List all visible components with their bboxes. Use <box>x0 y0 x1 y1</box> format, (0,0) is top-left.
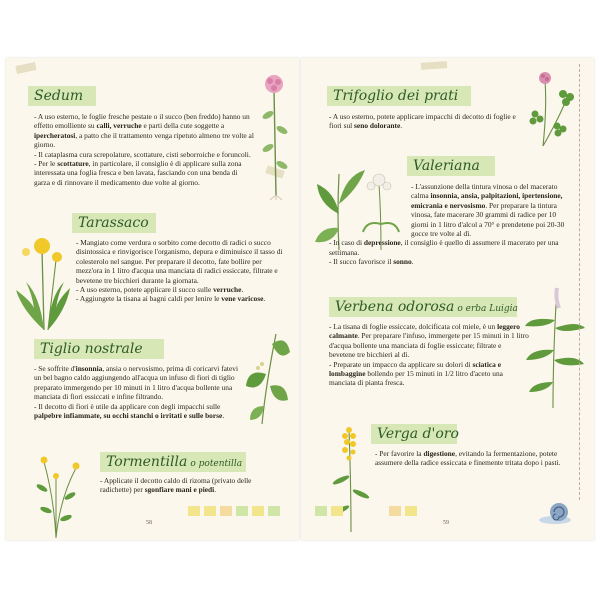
sticky-note <box>268 506 280 516</box>
right-page <box>301 58 594 540</box>
section-title-verga-doro: Verga d'oro <box>371 424 457 444</box>
paragraph: - Il cataplasma cura screpolature, scottature, cisti seborroiche e foruncoli. <box>34 149 251 159</box>
trifoglio-plant-illustration <box>523 68 583 148</box>
section-title-tarassaco: Tarassaco <box>72 213 156 233</box>
section-title-tiglio: Tiglio nostrale <box>34 339 164 359</box>
paragraph: - A uso esterno, le foglie fresche pestate o il succo (ben freddo) hanno un effetto emolliente su calli, verruche e parti della cute soggette a ipercheratosi, a patto che il trattamento venga ripetuto almeno tre volte al giorno. <box>34 112 254 150</box>
paragraph: - Se soffrite d'insonnia, ansia o nervosismo, prima di coricarvi fatevi un bel bagno caldo aggiungendo all'acqua un infuso di fiori di tiglio preparato immergendo per 10 minuti in 1 litro d'acqua bollente una manciata di fiori essiccati e infine filtrando. <box>34 364 239 402</box>
paragraph: - Per favorire la digestione, evitando la fermentazione, potete assumere della radice essiccata e finemente tritata dopo i pasti. <box>375 449 561 468</box>
sticky-note <box>204 506 216 516</box>
left-page <box>6 58 299 540</box>
section-title-trifoglio: Trifoglio dei prati <box>327 86 471 106</box>
paragraph: - L'assunzione della tintura vinosa o del macerato calma insonnia, ansia, palpitazioni, ipertensione, emicrania e nervosismo. Per preparare la tintura vinosa, fate macerare 30 grammi di radice per 10 giorni in 1 litro d'alcol a 70° e prendetene poi 20-30 gocce tre volte al dì. <box>411 182 565 239</box>
verbena-plant-illustration <box>523 280 587 410</box>
sedum-plant-illustration <box>254 70 294 200</box>
section-title-sedum: Sedum <box>28 86 96 106</box>
sticky-note <box>389 506 401 516</box>
page-number: 59 <box>443 520 449 526</box>
sticky-note <box>331 506 343 516</box>
section-title-tormentilla: Tormentilla o potentilla <box>100 452 246 472</box>
section-text-tarassaco <box>76 238 288 304</box>
paragraph: - Applicate il decotto caldo di rizoma (privato delle radichette) per sgonfiare mani e piedi. <box>100 476 252 495</box>
sticky-note <box>220 506 232 516</box>
paragraph: - A uso esterno, potete applicare il succo sulle verruche. <box>76 285 244 295</box>
section-text-trifoglio <box>329 112 519 131</box>
section-title-valeriana: Valeriana <box>407 156 495 176</box>
paragraph: - Aggiungete la tisana ai bagni caldi per lenire le vene varicose. <box>76 294 266 304</box>
paragraph: - In caso di depressione, il consiglio è quello di assumere il macerato per una settimana. <box>329 238 559 257</box>
paragraph: - Il decotto di fiori è utile da applicare con degli impacchi sulle palpebre infiammate, su occhi stanchi o irritati e sulle borse. <box>34 401 225 421</box>
sticky-note <box>405 506 417 516</box>
sticky-note <box>315 506 327 516</box>
paragraph: - Preparate un impacco da applicare su dolori di sciatica e lombaggine bollendo per 15 minuti in 1/2 litro d'aceto una manciata di pianta fresca. <box>329 359 503 388</box>
paragraph: - A uso esterno, potete applicare impacchi di decotto di foglie e fiori sul seno dolorante. <box>329 112 516 131</box>
section-text-verga-doro <box>375 449 561 468</box>
snail-shell-icon <box>535 498 575 526</box>
paragraph: - Il succo favorisce il sonno. <box>329 257 414 267</box>
section-title-verbena: Verbena odorosa o erba Luigia <box>329 297 517 317</box>
paragraph: - Mangiato come verdura o sorbito come decotto di radici o succo disintossica e rinvigorisce l'organismo, depura e diminuisce il tasso di colesterolo nel sangue. Per preparare il decotto, fate bollire per mezz'ora in 1 litro d'acqua una manciata di radici essiccate, filtrate e bevetene tre bicchieri durante la giornata. <box>76 238 283 285</box>
section-text-tormentilla <box>100 476 276 495</box>
page-number: 58 <box>146 520 152 526</box>
tormentilla-plant-illustration <box>24 448 90 540</box>
sticky-note <box>188 506 200 516</box>
section-text-tiglio <box>34 364 240 420</box>
tape-decoration <box>15 62 36 74</box>
section-text-sedum <box>34 112 254 187</box>
sticky-note <box>252 506 264 516</box>
tape-decoration <box>421 61 447 70</box>
section-text-verbena <box>329 322 529 388</box>
sticky-note <box>236 506 248 516</box>
verga-doro-plant-illustration <box>331 424 371 534</box>
section-text-valeriana <box>329 182 569 267</box>
paragraph: - Per le scottature, in particolare, il consiglio è di applicare sulla zona interessata una foglia fresca e ben lavata, fasciando con una benda di garza e di rinnovare il medicamento due volte al giorno. <box>34 159 242 187</box>
paragraph: - La tisana di foglie essiccate, dolcificata col miele, è un leggero calmante. Per preparare l'infuso, immergete per 15 minuti in 1 litro d'acqua bollente una manciata di foglie essiccate; filtrate e bevetene tre bicchieri al dì. <box>329 322 529 360</box>
tiglio-plant-illustration <box>242 324 294 428</box>
tarassaco-plant-illustration <box>12 230 74 340</box>
